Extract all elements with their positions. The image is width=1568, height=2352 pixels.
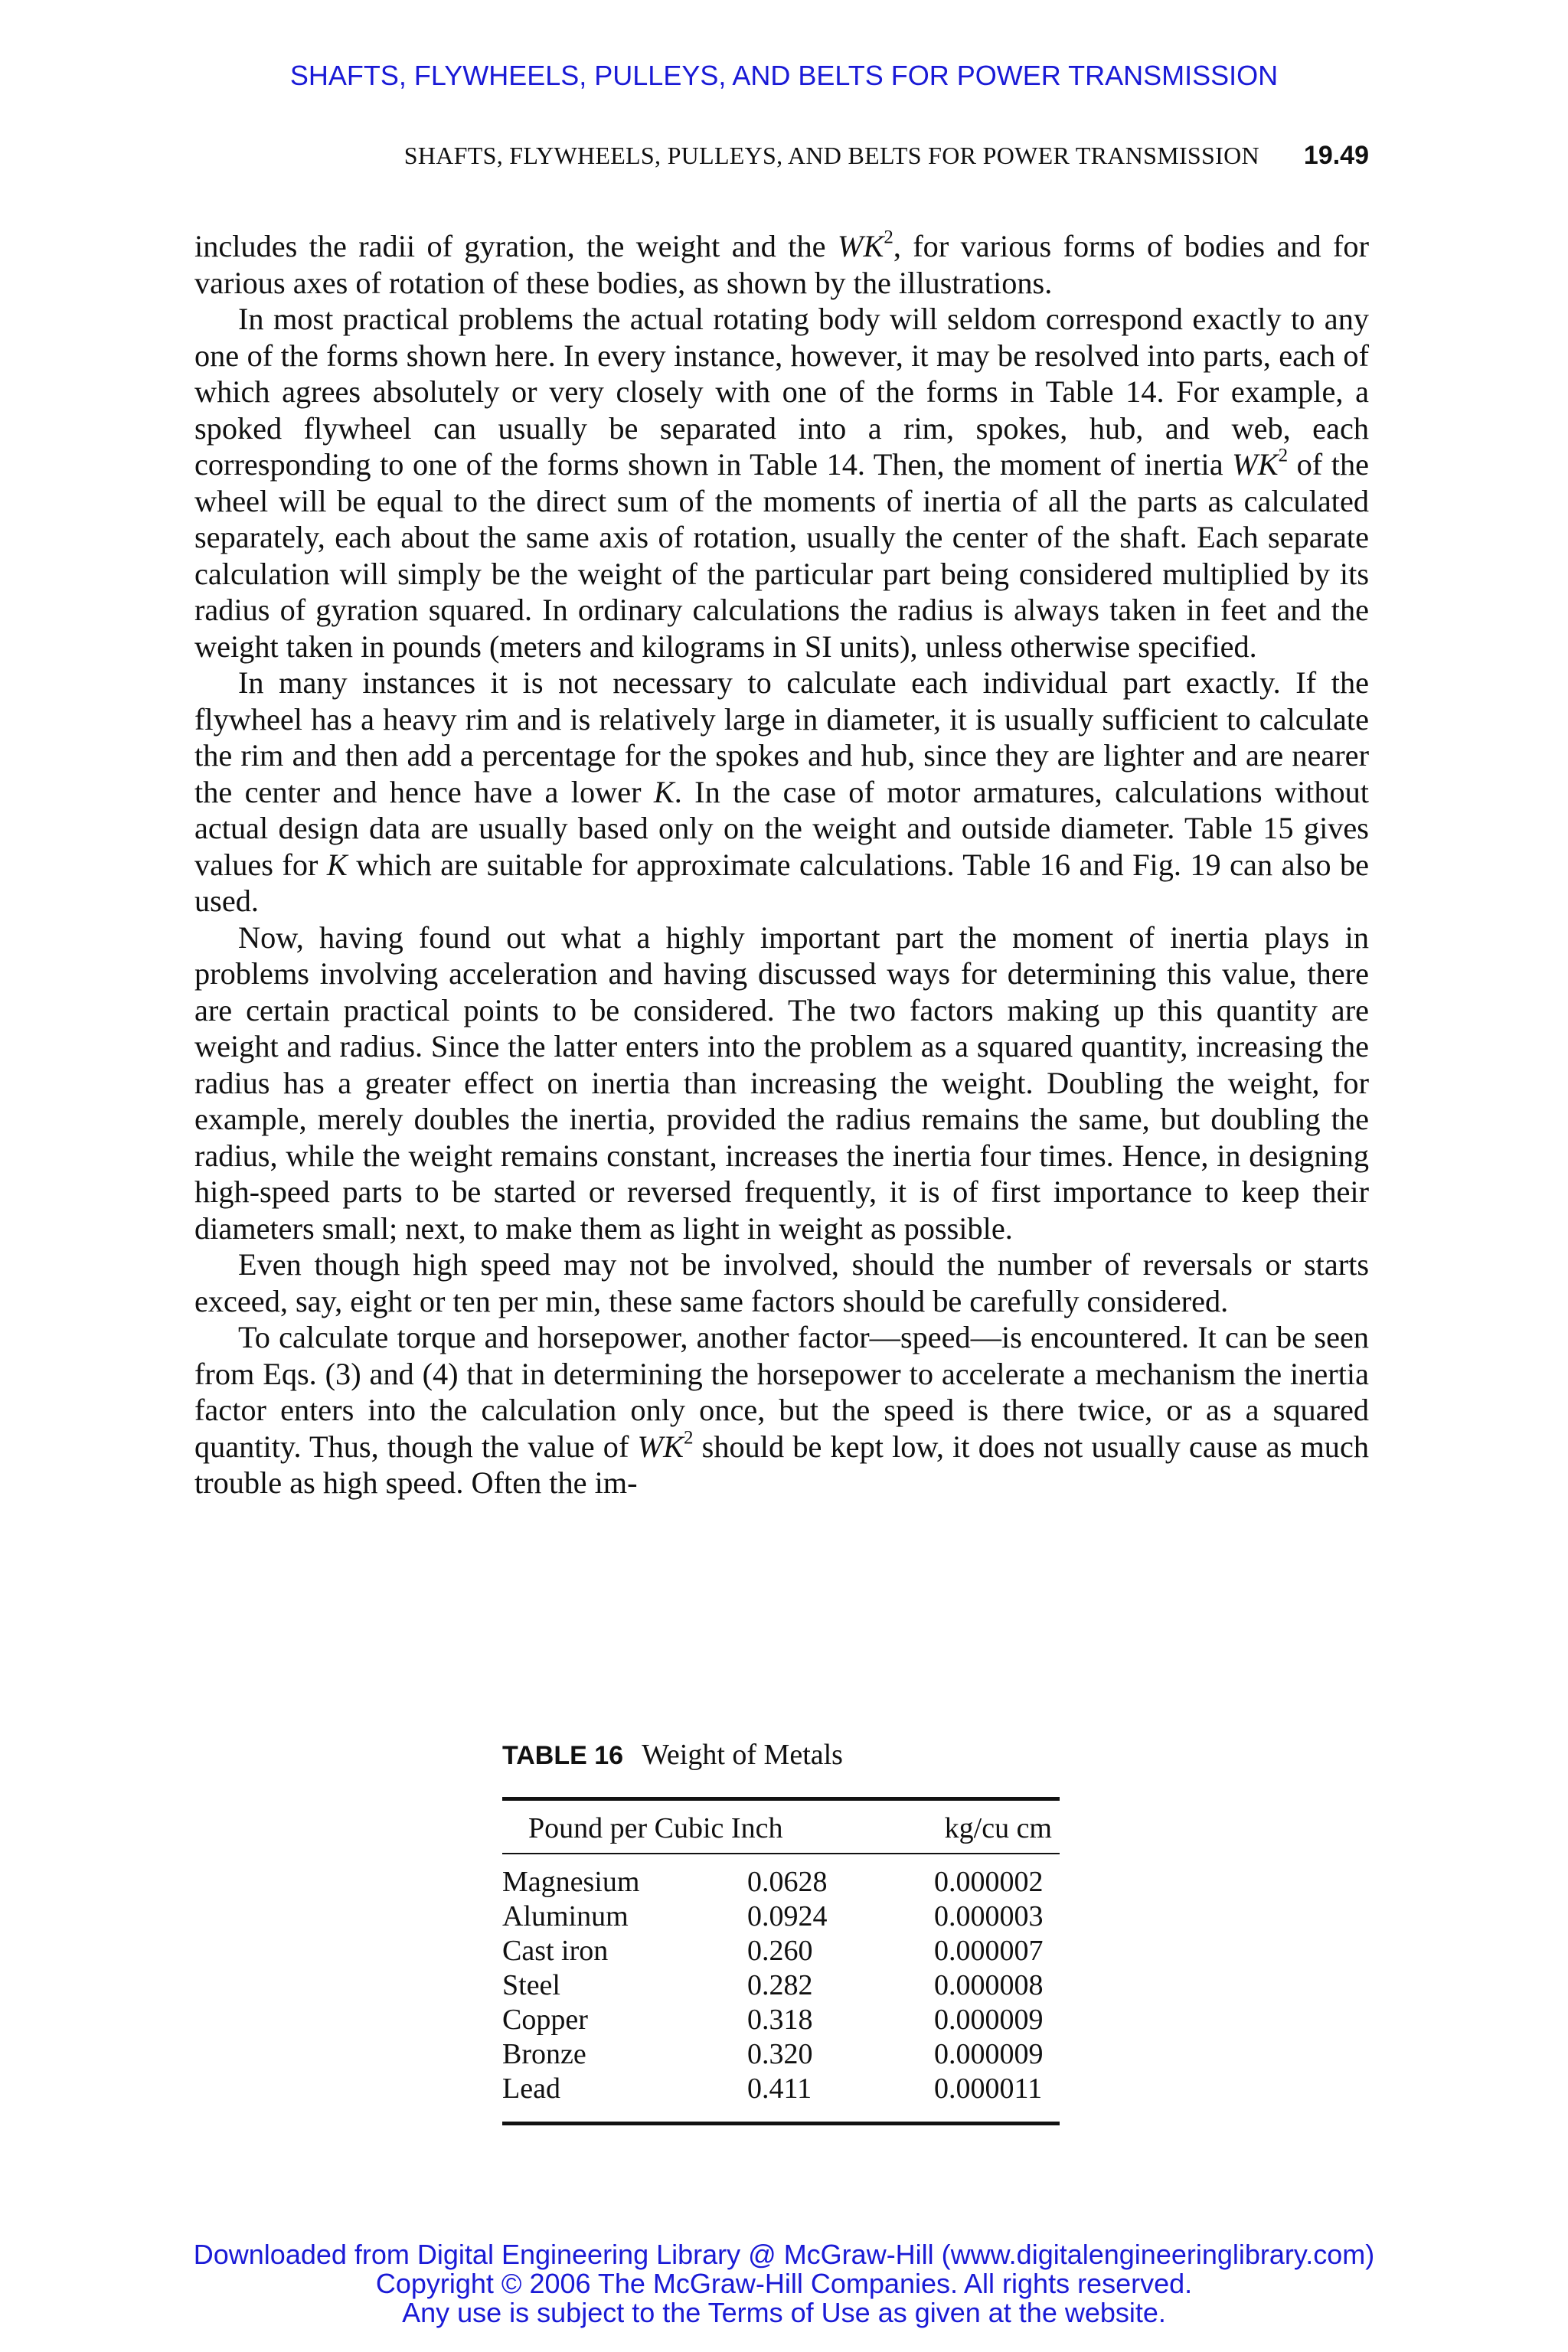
paragraph-4: Now, having found out what a highly important part the moment of inertia plays in problems involving acceleration and having discussed ways for determining this value, there are certain practical points to be considered. The two factors making up this quantity are weight and radius. Since the latter enters into the problem as a squared quantity, increasing the radius has a greater effect on inertia than increasing the weight. Doubling the weight, for example, merely doubles the inertia, provided the radius remains the same, but doubling the radius, while the weight remains constant, increases the inertia four times. Hence, in designing high-speed parts to be started or reversed frequently, it is of first importance to keep their diameters small; next, to make them as light in weight as possible.	[194, 920, 1369, 1246]
header-kg-per-cu-cm: kg/cu cm	[934, 1799, 1060, 1854]
table-row	[502, 2072, 1060, 2124]
kg-per-cu-cm-value: 0.000008	[934, 1969, 1044, 2001]
weight-of-metals-table-block	[502, 1736, 1060, 2125]
footer-download-link[interactable]: Downloaded from Digital Engineering Library @ McGraw-Hill (www.digitalengineeringlibrary.com)	[193, 2239, 1375, 2270]
lb-per-cu-in-value: 0.0628	[747, 1866, 828, 1898]
table-row	[502, 1968, 1060, 2003]
lb-per-cu-in-value: 0.282	[747, 1969, 813, 2001]
table-header-row	[502, 1799, 1060, 1854]
paragraph-5: Even though high speed may not be involved, should the number of reversals or starts exceed, say, eight or ten per min, these same factors should be carefully considered.	[194, 1247, 1369, 1318]
footer-copyright: Copyright © 2006 The McGraw-Hill Companies. All rights reserved.	[375, 2268, 1193, 2299]
table-caption	[502, 1736, 1060, 1774]
body-text	[194, 228, 1369, 1501]
superscript: 2	[684, 1427, 694, 1449]
download-footer	[0, 2240, 1568, 2328]
kg-per-cu-cm-value: 0.000002	[934, 1866, 1044, 1898]
footer-terms-link[interactable]: Any use is subject to the Terms of Use as given at the website.	[402, 2297, 1166, 2328]
kg-per-cu-cm-value: 0.000003	[934, 1900, 1044, 1932]
paragraph-6: To calculate torque and horsepower, another factor—speed—is encountered. It can be seen from Eqs. (3) and (4) that in determining the horsepower to accelerate a mechanism the inertia factor enters into the calculation only once, but the speed is there twice, or as a squared quantity. Thus, though the value of $WK^2$ should be kept low, it does not usually cause as much trouble as high speed. Often the im-	[194, 1320, 1369, 1500]
paragraph-3: In many instances it is not necessary to calculate each individual part exactly. If the flywheel has a heavy rim and is relatively large in diameter, it is usually sufficient to calculate the rim and then add a percentage for the spokes and hub, since they are lighter and are nearer the center and hence have a lower K. In the case of motor armatures, calculations without actual design data are usually based only on the weight and outside diameter. Table 15 gives values for K which are suitable for approximate calculations. Table 16 and Fig. 19 can also be used.	[194, 665, 1370, 918]
table-label: TABLE 16	[502, 1741, 624, 1770]
running-head-title: SHAFTS, FLYWHEELS, PULLEYS, AND BELTS FOR POWER TRANSMISSION	[403, 142, 1259, 169]
table-row	[502, 2037, 1060, 2072]
wk-symbol: WK	[637, 1429, 684, 1464]
weight-of-metals-table	[502, 1797, 1060, 2125]
superscript: 2	[884, 227, 893, 248]
k-symbol: K	[653, 774, 675, 809]
superscript: 2	[1278, 445, 1289, 466]
chapter-title-link[interactable]: SHAFTS, FLYWHEELS, PULLEYS, AND BELTS FOR POWER TRANSMISSION	[289, 60, 1279, 91]
lb-per-cu-in-value: 0.320	[747, 2038, 813, 2070]
kg-per-cu-cm-value: 0.000009	[934, 2038, 1044, 2070]
wk-symbol: WK	[837, 229, 884, 263]
metal-name: Bronze	[502, 2038, 586, 2070]
lb-per-cu-in-value: 0.0924	[747, 1900, 828, 1932]
metal-name: Lead	[502, 2073, 560, 2105]
kg-per-cu-cm-value: 0.000007	[934, 1935, 1044, 1967]
page-number: 19.49	[1303, 141, 1369, 170]
lb-per-cu-in-value: 0.411	[747, 2073, 812, 2105]
metal-name: Magnesium	[502, 1866, 640, 1898]
table-row	[502, 1934, 1060, 1968]
table-row	[502, 1900, 1060, 1934]
paragraph-2: In most practical problems the actual rotating body will seldom correspond exactly to any one of the forms shown here. In every instance, however, it may be resolved into parts, each of which agrees absolutely or very closely with one of the forms in Table 14. For example, a spoked flywheel can usually be separated into a rim, spokes, hub, and web, each corresponding to one of the forms shown in Table 14. Then, the moment of inertia $WK^2$ of the wheel will be equal to the direct sum of the moments of inertia of all the parts as calculated separately, each about the same axis of rotation, usually the center of the shaft. Each separate calculation will simply be the weight of the particular part being considered multiplied by its radius of gyration squared. In ordinary calculations the radius is always taken in feet and the weight taken in pounds (meters and kilograms in SI units), unless otherwise specified.	[194, 302, 1370, 664]
table-title: Weight of Metals	[642, 1739, 843, 1771]
k-symbol: K	[326, 847, 348, 882]
lb-per-cu-in-value: 0.260	[747, 1935, 813, 1967]
running-head	[194, 138, 1369, 173]
metal-name: Copper	[502, 2004, 588, 2036]
paragraph-1: includes the radii of gyration, the weight and the $WK^2$, for various forms of bodies and for various axes of rotation of these bodies, as shown by the illustrations.	[194, 227, 1369, 300]
metal-name: Cast iron	[502, 1935, 609, 1967]
kg-per-cu-cm-value: 0.000011	[934, 2073, 1043, 2105]
metal-name: Steel	[502, 1969, 560, 2001]
lb-per-cu-in-value: 0.318	[747, 2004, 813, 2036]
metal-name: Aluminum	[502, 1900, 629, 1932]
kg-per-cu-cm-value: 0.000009	[934, 2004, 1044, 2036]
table-row	[502, 2003, 1060, 2037]
header-lb-per-cu-in: Pound per Cubic Inch	[502, 1799, 934, 1854]
wk-symbol: WK	[1232, 447, 1279, 482]
table-row	[502, 1854, 1060, 1900]
